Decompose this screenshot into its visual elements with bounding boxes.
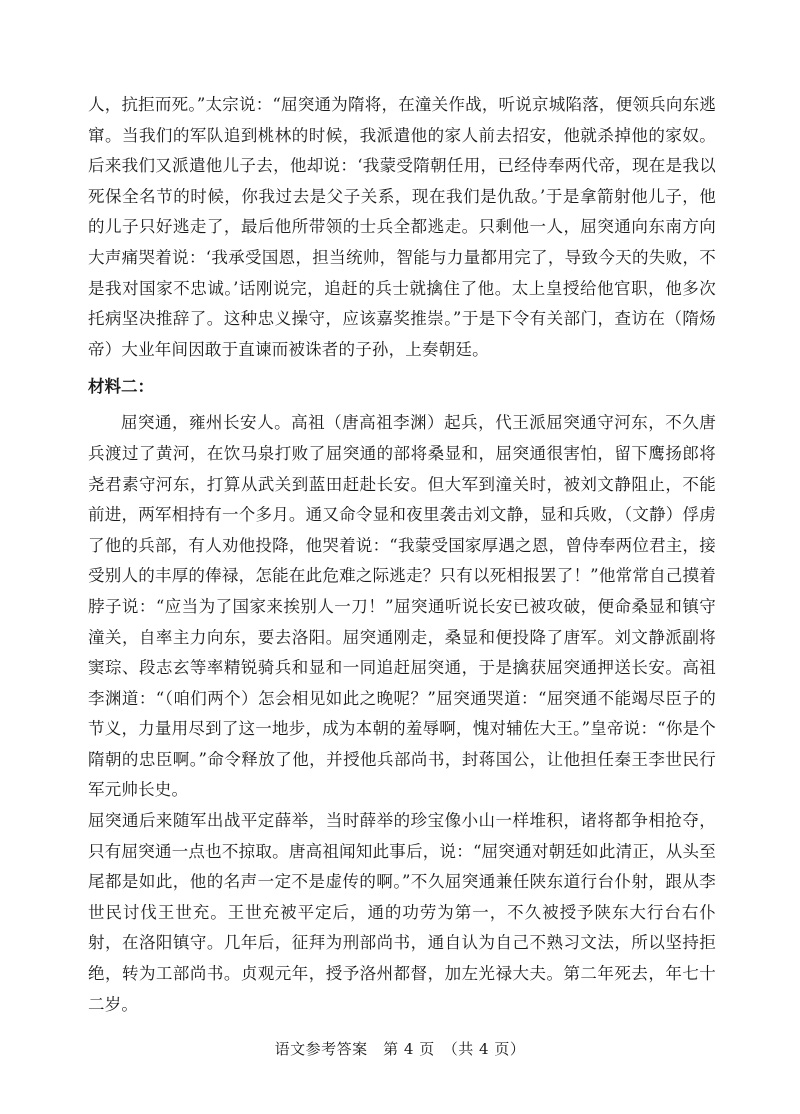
paragraph-continuation: 人，抗拒而死。”太宗说：“屈突通为隋将，在潼关作战，听说京城陷落，便领兵向东逃窜。当我们的军队追到桃林的时候，我派遣他的家人前去招安，他就杀掉他的家奴。后来我们又派遣他儿子去，他却说：‘我蒙受隋朝任用，已经侍奉两代帝，现在是我以死保全名节的时候，你我过去是父子关系，现在我们是仇敌。’于是拿箭射他儿子，他的儿子只好逃走了，最后他所带领的士兵全都逃走。只剩他一人，屈突通向东南方向大声痛哭着说：‘我承受国恩，担当统帅，智能与力量都用完了，导致今天的失败，不是我对国家不忠诚。’话刚说完，追赶的兵士就擒住了他。太上皇授给他官职，他多次托病坚决推辞了。这种忠义操守，应该嘉奖推崇。”于是下令有关部门，查访在（隋炀帝）大业年间因敢于直谏而被诛者的子孙，上奏朝廷。	[88, 95, 716, 359]
paragraph-biography: 屈突通，雍州长安人。高祖（唐高祖李渊）起兵，代王派屈突通守河东，不久唐兵渡过了黄河，在饮马泉打败了屈突通的部将桑显和，屈突通很害怕，留下鹰扬郎将尧君素守河东，打算从武关到蓝田赶赴长安。但大军到潼关时，被刘文静阻止，不能前进，两军相持有一个多月。通又命令显和夜里袭击刘文静，显和兵败，（文静）俘虏了他的兵部，有人劝他投降，他哭着说：“我蒙受国家厚遇之恩，曾侍奉两位君主，接受别人的丰厚的俸禄，怎能在此危难之际逃走？只有以死相报罢了！”他常常自己摸着脖子说：“应当为了国家来挨别人一刀！”屈突通听说长安已被攻破，便命桑显和镇守潼关，自率主力向东，要去洛阳。屈突通刚走，桑显和便投降了唐军。刘文静派副将窦琮、段志玄等率精锐骑兵和显和一同追赶屈突通，于是擒获屈突通押送长安。高祖李渊道：“（咱们两个）怎会相见如此之晚呢？”屈突通哭道：“屈突通不能竭尽臣子的节义，力量用尽到了这一地步，成为本朝的羞辱啊，愧对辅佐大王。”皇帝说：“你是个隋朝的忠臣啊。”命令释放了他，并授他兵部尚书，封蒋国公，让他担任秦王李世民行军元帅长史。	[88, 413, 716, 800]
section-heading-material-2: 材料二：	[88, 377, 154, 397]
paragraph-later-career: 屈突通后来随军出战平定薛举，当时薛举的珍宝像小山一样堆积，诸将都争相抢夺，只有屈突通一点也不掠取。唐高祖闻知此事后，说：“屈突通对朝廷如此清正，从头至尾都是如此，他的名声一定不是虚传的啊。”不久屈突通兼任陕东道行台仆射，跟从李世民讨伐王世充。王世充被平定后，通的功劳为第一，不久被授予陕东大行台右仆射，在洛阳镇守。几年后，征拜为刑部尚书，通自认为自己不熟习文法，所以坚持拒绝，转为工部尚书。贞观元年，授予洛州都督，加左光禄大夫。第二年死去，年七十二岁。	[88, 811, 716, 1014]
page-footer: 语文参考答案 第 4 页 （共 4 页）	[274, 1040, 526, 1058]
document-body	[88, 90, 716, 1020]
